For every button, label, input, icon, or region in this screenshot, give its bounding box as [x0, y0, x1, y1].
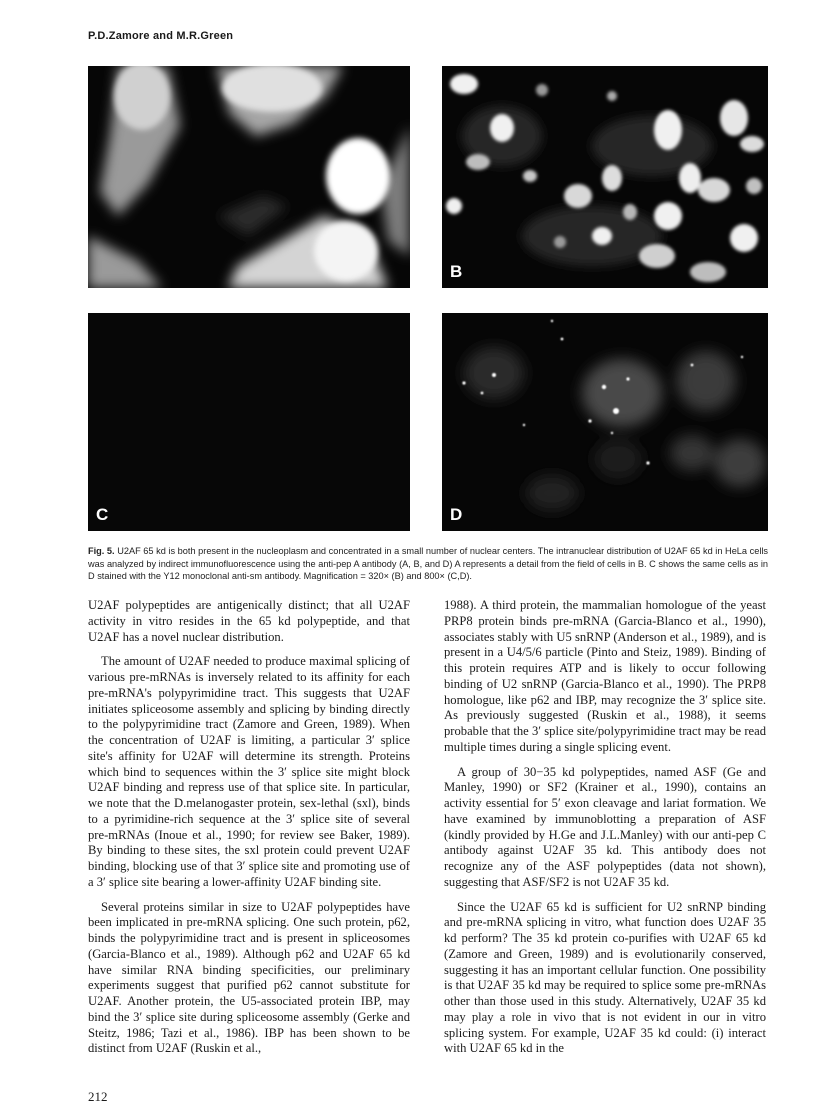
running-header: P.D.Zamore and M.R.Green [88, 30, 234, 42]
caption-text: U2AF 65 kd is both present in the nucleoplasm and concentrated in a small number of nuclear centers. The intranuclear distribution of U2AF 65 kd in HeLa cells was analyzed by indirect immunofluorescence using the anti-pep A antibody (A, B, and D) A represents a detail from the field of cells in B. C shows the same cells as in D stained with the Y12 monoclonal anti-sm antibody. Magnification = 320× (B) and 800× (C,D). [88, 546, 769, 582]
paragraph: Since the U2AF 65 kd is sufficient for U2 snRNP binding and pre-mRNA splicing in vitro, what function does U2AF 35 kd perform? The 35 kd protein co-purifies with U2AF 65 kd (Zamore and Green, 1989) and is evolutionarily conserved, suggesting it has an important cellular function. One possibility is that U2AF 35 kd may be required to splice some pre-mRNAs other than those used in this study. Alternatively, U2AF 35 kd may play a role in vivo that is not evident in our in vitro splicing system. For example, U2AF 35 kd could: (i) interact with U2AF 65 kd in the [444, 899, 766, 1056]
panel-label-b: B [450, 262, 463, 281]
paragraph: 1988). A third protein, the mammalian homologue of the yeast PRP8 protein binds pre-mRNA (Garcia-Blanco et al., 1990), associates stably with U5 snRNP (Anderson et al., 1989), and is present in a U4/5/6 particle (Pinto and Steiz, 1989). Binding of this protein requires ATP and is likely to occur following binding of U2 snRNP (Garcia-Blanco et al., 1990). The PRP8 homologue, like p62 and IBP, may recognize the 3′ splice site. As previously suggested (Ruskin et al., 1988), it seems probable that the 3′ splice site/polypyrimidine tract may be read multiple times during a single splicing event. [444, 598, 766, 754]
caption-lead: Fig. 5. [88, 546, 115, 556]
paragraph: U2AF polypeptides are antigenically distinct; that all U2AF activity in vitro resides in the 65 kd polypeptide, and that U2AF has a novel nuclear distribution. [88, 598, 410, 644]
figure-panel-a [88, 66, 410, 288]
figure-caption [88, 545, 768, 583]
micrograph-d [442, 313, 768, 531]
figure-panel-d [442, 313, 768, 531]
paragraph: A group of 30−35 kd polypeptides, named ASF (Ge and Manley, 1990) or SF2 (Krainer et al., 1990), contains an activity essential for 5′ exon cleavage and lariat formation. We have examined by immunoblotting a preparation of ASF (kindly provided by H.Ge and J.L.Manley) with our anti-pep C antibody against U2AF 35 kd. This antibody does not recognize any of the ASF polypeptides (data not shown), suggesting that ASF/SF2 is not U2AF 35 kd. [444, 764, 766, 889]
micrograph-c [88, 313, 410, 531]
figure-panel-c [88, 313, 410, 531]
panel-label-d: D [450, 505, 463, 524]
body-column-right [444, 598, 766, 1057]
panel-label-c: C [96, 505, 109, 524]
paragraph: Several proteins similar in size to U2AF polypeptides have been implicated in pre-mRNA splicing. One such protein, p62, binds the polypyrimidine tract and is present in spliceosomes (Garcia-Blanco et al., 1989). Although p62 and U2AF 65 kd have similar RNA binding specificities, our preliminary experiments suggest that purified p62 cannot substitute for U2AF. Another protein, the U5-associated protein IBP, may bind the 3′ splice site during spliceosome assembly (Gerke and Steitz, 1986; Tazi et al., 1986). IBP has been shown to be distinct from U2AF (Ruskin et al., [88, 899, 410, 1056]
micrograph-b [442, 66, 768, 288]
page-number: 212 [88, 1089, 108, 1104]
paragraph: The amount of U2AF needed to produce maximal splicing of various pre-mRNAs is inversely related to its affinity for each pre-mRNA's polypyrimidine tract. This suggests that U2AF initiates spliceosome assembly and splicing by binding directly to the polypyrimidine tract (Zamore and Green, 1989). When the concentration of U2AF is limiting, a particular 3′ splice site's affinity for U2AF will determine its strength. Proteins which bind to sequences within the 3′ splice site might block U2AF binding and repress use of that splice site. In particular, we note that the D.melanogaster protein, sex-lethal (sxl), binds to a pyrimidine-rich sequence at the 3′ splice site of several pre-mRNAs (Inoue et al., 1990; for review see Baker, 1989). By binding to these sites, the sxl protein could prevent U2AF binding, blocking use of that 3′ splice site and promoting use of a 3′ splice site bearing a lower-affinity U2AF binding site. [88, 654, 410, 889]
body-column-left [88, 598, 410, 1057]
figure-panel-b [442, 66, 768, 288]
micrograph-a [88, 66, 410, 288]
